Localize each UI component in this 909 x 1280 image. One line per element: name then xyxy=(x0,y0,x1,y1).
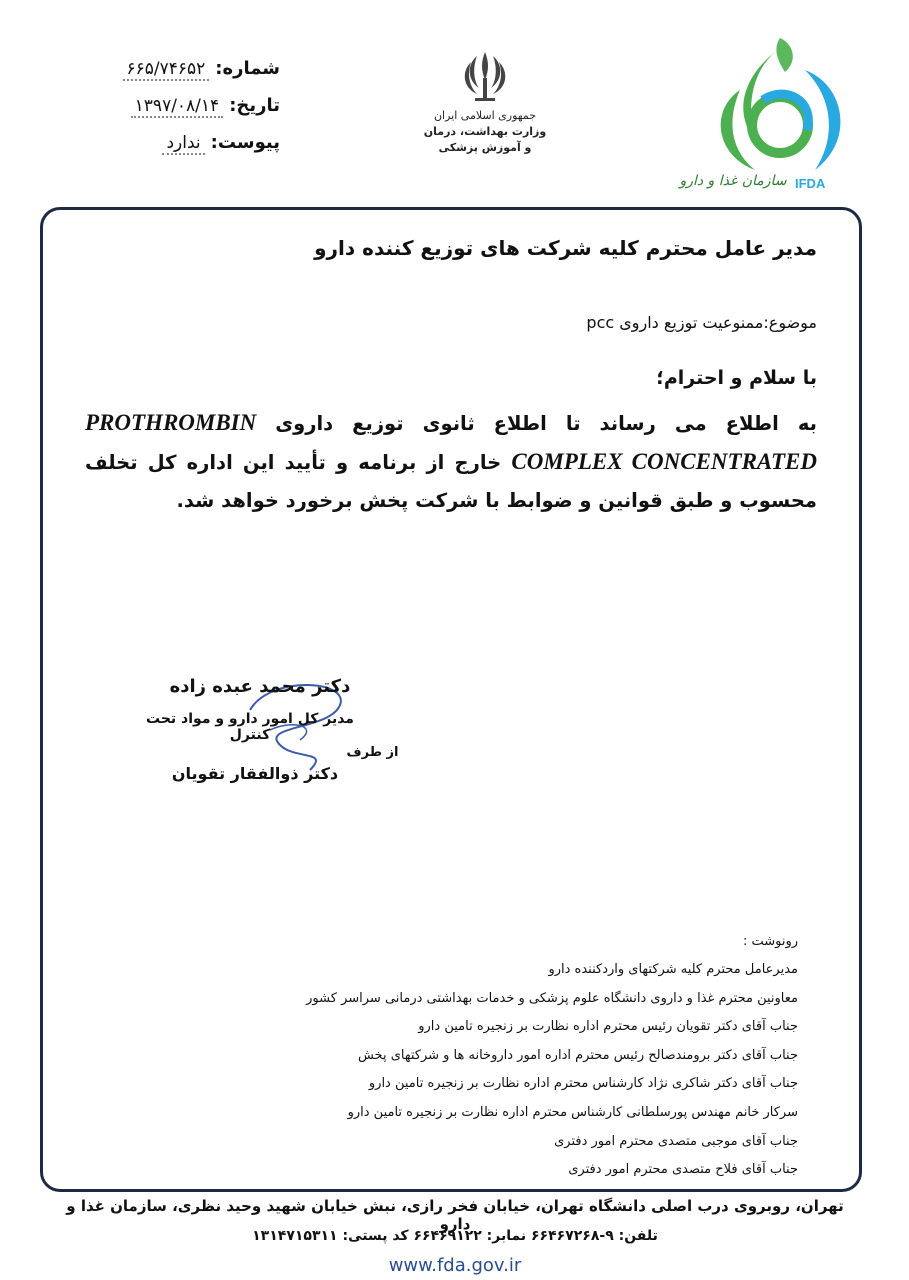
org-name: سازمان غذا و دارو xyxy=(679,173,787,189)
iran-emblem-icon xyxy=(459,48,511,104)
website-link[interactable]: www.fda.gov.ir xyxy=(388,1255,522,1276)
ministry-line-2: وزارت بهداشت، درمان xyxy=(423,125,547,138)
deputy-name: دکتر ذوالفقار تقویان xyxy=(171,764,339,783)
on-behalf-label: از طرف xyxy=(346,745,399,760)
number-row xyxy=(80,58,280,95)
cc-item: جناب آقای فلاح متصدی محترم امور دفتری xyxy=(568,1162,798,1178)
footer-phones: تلفن: ۹-۶۶۴۶۷۲۶۸ نمابر: ۶۶۴۶۹۱۲۲ کد پستی: ۱۳۱۴۷۱۵۳۱۱ xyxy=(252,1228,658,1244)
attachment-row xyxy=(80,132,280,169)
addressee: مدیر عامل محترم کلیه شرکت های توزیع کننده دارو xyxy=(314,236,817,260)
cc-item: جناب آقای دکتر شاکری نژاد کارشناس محترم اداره نظارت بر زنجیره تامین دارو xyxy=(368,1076,798,1092)
body-part-1: به اطلاع می رساند تا اطلاع ثانوی توزیع داروی xyxy=(275,412,817,435)
number-value: ۶۶۵/۷۴۶۵۲ xyxy=(123,59,210,81)
drug-name: PROTHROMBIN COMPLEX CONCENTRATED xyxy=(85,410,818,474)
cc-list xyxy=(240,928,798,1185)
org-abbr: IFDA xyxy=(795,176,826,191)
greeting: با سلام و احترام؛ xyxy=(656,367,817,389)
ministry-line-3: و آموزش پزشکی xyxy=(438,141,532,154)
attachment-label: پیوست: xyxy=(210,132,280,153)
cc-item: معاونین محترم غذا و داروی دانشگاه علوم پزشکی و خدمات بهداشتی درمانی سراسر کشور xyxy=(306,990,798,1006)
ifda-logo-icon xyxy=(655,30,865,195)
cc-item: جناب آقای دکتر تقویان رئیس محترم اداره نظارت بر زنجیره تامین دارو xyxy=(418,1019,798,1035)
ifda-logo xyxy=(655,30,865,195)
cc-title: رونوشت : xyxy=(742,934,798,949)
subject: موضوع:ممنوعیت توزیع داروی pcc xyxy=(586,313,817,332)
signatory-title: مدیر کل امور دارو و مواد تحت کنترل xyxy=(146,711,354,743)
footer-address: تهران، روبروی درب اصلی دانشگاه تهران، خیابان فخر رازی، نبش خیابان شهید وحید نظری، سازمان غذا و دارو xyxy=(66,1197,844,1233)
signatory-name: دکتر محمد عبده زاده xyxy=(169,676,351,697)
ministry-emblem xyxy=(415,48,555,156)
date-row xyxy=(80,95,280,132)
number-label: شماره: xyxy=(215,58,280,79)
body-part-2: خارج از برنامه و تأیید این اداره کل تخلف محسوب و طبق قوانین و ضوابط با شرکت پخش برخورد خواهد شد. xyxy=(85,451,817,512)
letter-body xyxy=(85,404,817,520)
letter-meta xyxy=(80,58,280,169)
attachment-value: ندارد xyxy=(162,133,204,155)
date-value: ۱۳۹۷/۰۸/۱۴ xyxy=(131,96,224,118)
cc-item: سرکار خانم مهندس پورسلطانی کارشناس محترم اداره نظارت بر زنجیره تامین دارو xyxy=(347,1104,798,1120)
cc-item: جناب آقای دکتر برومندصالح رئیس محترم اداره امور داروخانه ها و شرکتهای پخش xyxy=(357,1047,798,1063)
date-label: تاریخ: xyxy=(229,95,280,116)
cc-item: جناب آقای موجبی متصدی محترم امور دفتری xyxy=(554,1133,798,1149)
cc-item: مدیرعامل محترم کلیه شرکتهای واردکننده دارو xyxy=(548,962,798,977)
ministry-line-1: جمهوری اسلامی ایران xyxy=(433,109,537,122)
